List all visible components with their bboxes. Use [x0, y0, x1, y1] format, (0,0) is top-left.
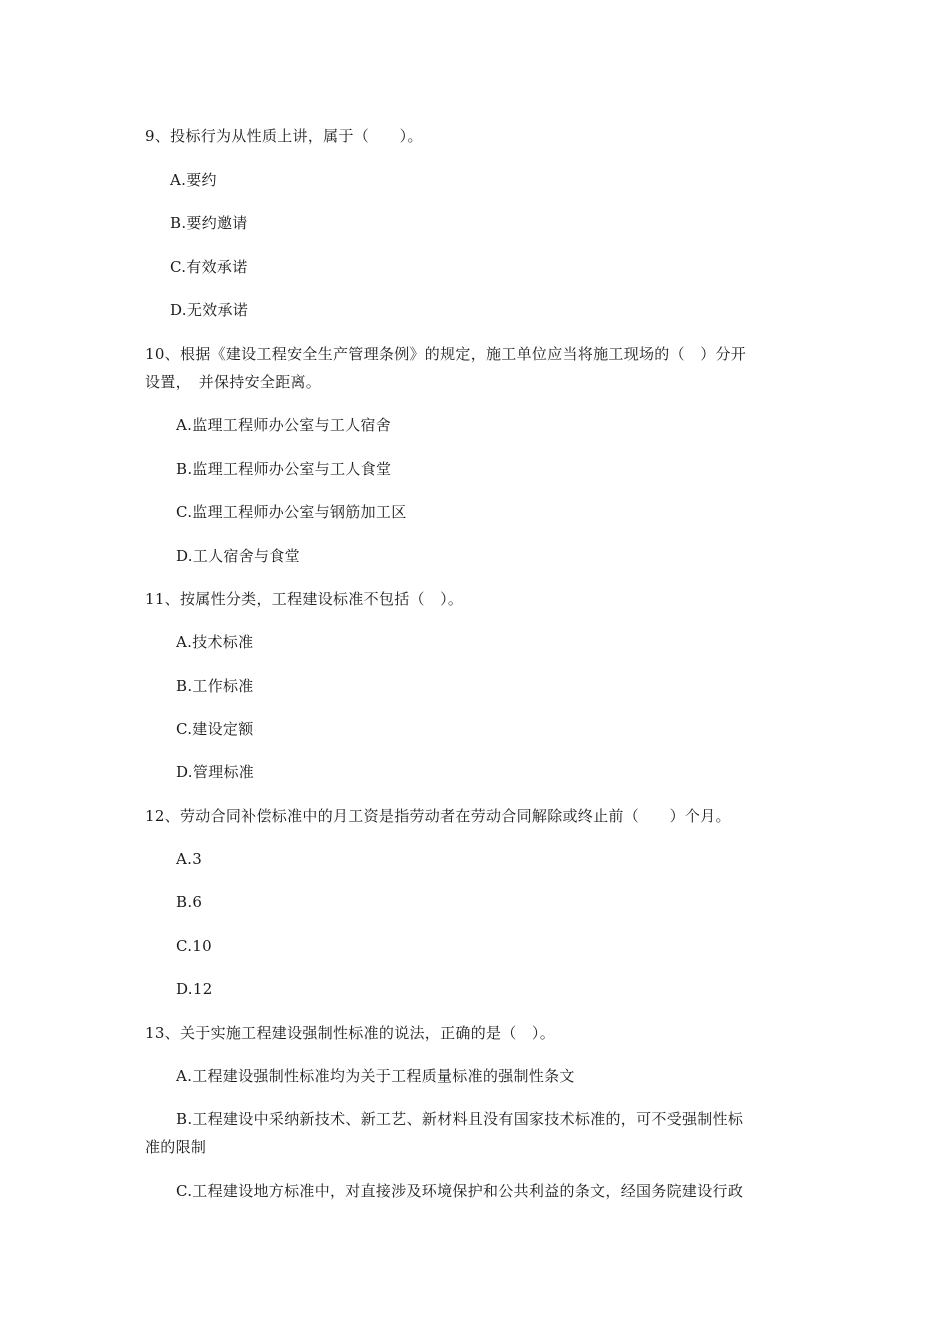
- question-10-stem-line-2: 设置， 并保持安全距离。: [145, 373, 322, 391]
- question-13-option-c-line-1: C.工程建设地方标准中，对直接涉及环境保护和公共利益的条文，经国务院建设行政: [176, 1182, 744, 1200]
- question-9-stem: 9、投标行为从性质上讲，属于（ ）。: [145, 127, 423, 145]
- question-12-option-c: C.10: [176, 937, 212, 955]
- question-13-option-b-line-2: 准的限制: [145, 1138, 207, 1156]
- question-9-option-b: B.要约邀请: [170, 214, 248, 232]
- question-13-option-b-line-1: B.工程建设中采纳新技术、新工艺、新材料且没有国家技术标准的，可不受强制性标: [176, 1110, 744, 1128]
- question-9-option-d: D.无效承诺: [170, 301, 249, 319]
- question-9-option-c: C.有效承诺: [170, 258, 248, 276]
- question-9-option-a: A.要约: [170, 171, 217, 189]
- question-12-option-d: D.12: [176, 980, 213, 998]
- question-10-stem-line-1: 10、根据《建设工程安全生产管理条例》的规定，施工单位应当将施工现场的（ ）分开: [145, 345, 747, 363]
- question-12-stem: 12、劳动合同补偿标准中的月工资是指劳动者在劳动合同解除或终止前（ ）个月。: [145, 807, 731, 825]
- question-11-option-a: A.技术标准: [176, 633, 254, 651]
- question-11-option-b: B.工作标准: [176, 677, 254, 695]
- question-12-option-a: A.3: [176, 850, 203, 868]
- question-10-option-d: D.工人宿舍与食堂: [176, 547, 300, 565]
- question-11-option-d: D.管理标准: [176, 763, 255, 781]
- question-12-option-b: B.6: [176, 893, 203, 911]
- question-11-stem: 11、按属性分类，工程建设标准不包括（ ）。: [145, 590, 464, 608]
- question-13-option-a: A.工程建设强制性标准均为关于工程质量标准的强制性条文: [176, 1067, 575, 1085]
- question-10-option-a: A.监理工程师办公室与工人宿舍: [176, 416, 392, 434]
- question-13-stem: 13、关于实施工程建设强制性标准的说法，正确的是（ ）。: [145, 1024, 555, 1042]
- question-10-option-b: B.监理工程师办公室与工人食堂: [176, 460, 392, 478]
- question-11-option-c: C.建设定额: [176, 720, 254, 738]
- question-10-option-c: C.监理工程师办公室与钢筋加工区: [176, 503, 407, 521]
